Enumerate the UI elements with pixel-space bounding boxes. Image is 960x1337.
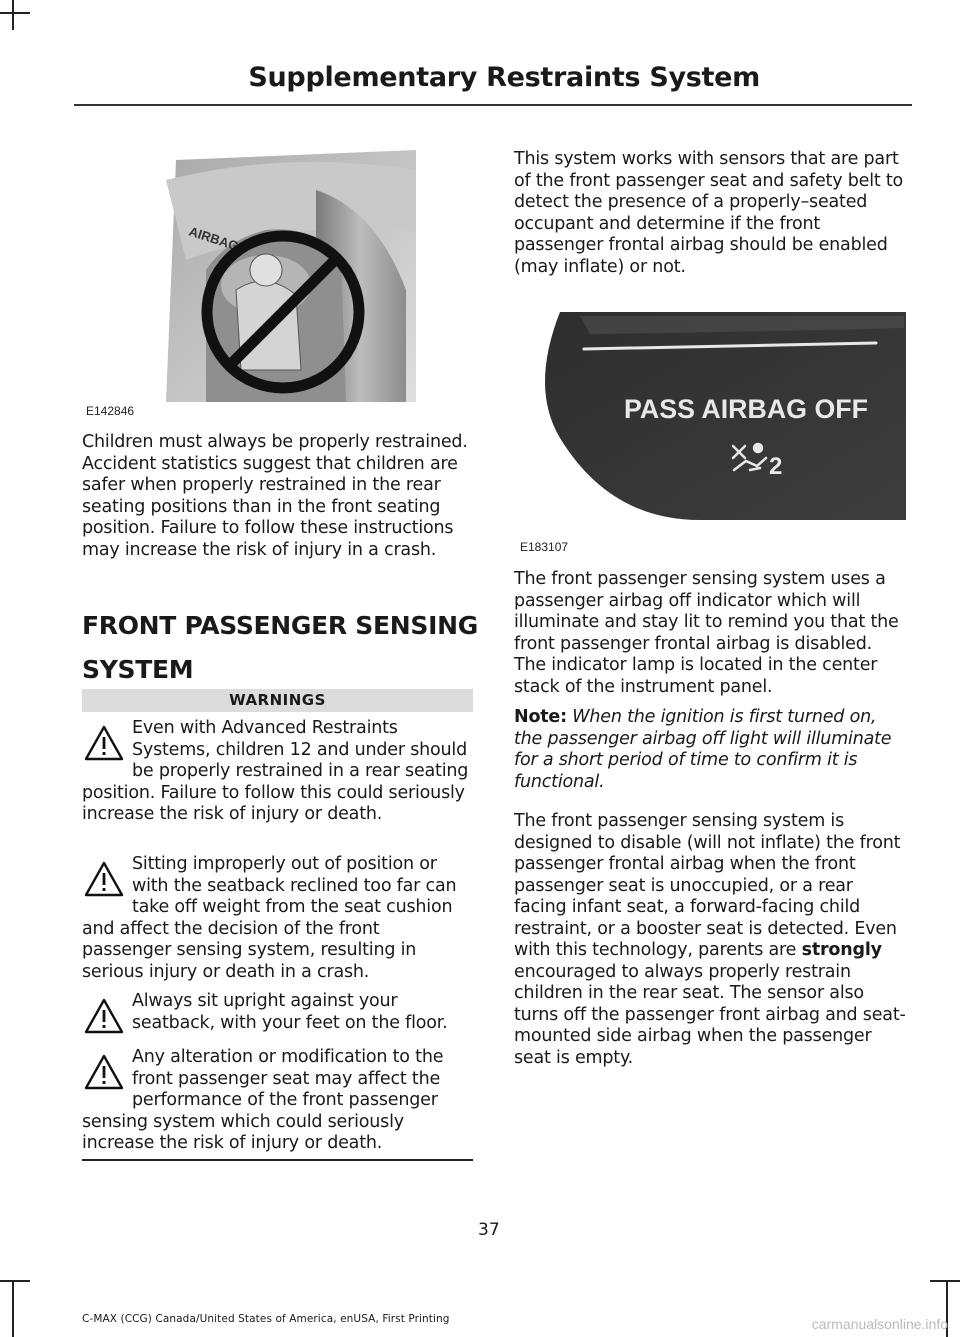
- system-description-paragraph: This system works with sensors that are part of the front passenger seat and safety belt to detect the presence of a properly–seated occupant and determine if the front passenger frontal airbag should be enabled (may inflate) or not.: [514, 149, 904, 277]
- warning-triangle-icon: [82, 1051, 132, 1093]
- warning-text: Any alteration or modification to the front passenger seat may affect the performance of the front passenger sensing system which could seriously increase the risk of injury or death.: [82, 1047, 444, 1153]
- sensing-text-end: encouraged to always properly restrain children in the rear seat. The sensor also turns off the passenger front airbag and seat-mounted side airbag when the passenger seat is empty.: [514, 961, 906, 1068]
- crop-mark: [0, 12, 30, 14]
- warning-triangle-icon: [82, 722, 132, 764]
- intro-paragraph: Children must always be properly restrained. Accident statistics suggest that children are safer when properly restrained in the rear seating positions than in the front seating position. Failure to follow these instructions may increase the risk of injury in a crash.: [82, 432, 468, 560]
- note-text: When the ignition is first turned on, the passenger airbag off light will illuminate for a short period of time to confirm it is functional.: [514, 707, 892, 792]
- warning-text: Always sit upright against your seatback, with your feet on the floor.: [132, 991, 448, 1033]
- emphasis-strongly: strongly: [801, 940, 882, 960]
- warning-triangle-icon: [82, 995, 132, 1037]
- crop-mark: [12, 0, 14, 30]
- watermark: carmanualsonline.info: [811, 1316, 948, 1332]
- footer-text: C-MAX (CCG) Canada/United States of America, enUSA, First Printing: [82, 1313, 450, 1325]
- warning-triangle-icon: [82, 858, 132, 900]
- section-heading: [82, 610, 482, 686]
- page-title: Supplementary Restraints System: [248, 62, 760, 93]
- sensing-system-paragraph: [514, 811, 908, 1069]
- indicator-figure: [520, 308, 906, 520]
- indicator-display-text: PASS AIRBAG OFF: [624, 394, 868, 424]
- header-divider: [74, 104, 912, 106]
- airbag-label: AIRBAG: [187, 223, 241, 254]
- warning-item: [82, 718, 474, 826]
- warning-text: Sitting improperly out of position or with the seatback reclined too far can take off weight from the seat cushion and affect the decision of the front passenger sensing system, resulting in serious injury or death in a crash.: [82, 854, 457, 982]
- warnings-title: WARNINGS: [82, 689, 473, 712]
- crop-mark: [12, 1280, 14, 1337]
- warning-item: [82, 991, 474, 1037]
- passenger-airbag-off-indicator-illustration: [520, 308, 906, 520]
- child-seat-figure: [166, 150, 416, 402]
- child-seat-no-sign-illustration: [166, 150, 416, 402]
- section-heading-line: FRONT PASSENGER SENSING: [82, 611, 478, 640]
- note-paragraph: [514, 707, 908, 793]
- note-label: Note:: [514, 707, 567, 727]
- crop-mark: [930, 1280, 960, 1282]
- page-number: 37: [478, 1220, 500, 1240]
- figure-code: E183107: [520, 540, 569, 554]
- figure-code: E142846: [86, 404, 135, 418]
- warning-text: Even with Advanced Restraints Systems, children 12 and under should be properly restrained in a rear seating position. Failure to follow this could seriously increase the risk of injury or death.: [82, 718, 469, 824]
- sensing-text-start: The front passenger sensing system is designed to disable (will not inflate) the front passenger frontal airbag when the front passenger seat is unoccupied, or a rear facing infant seat, a forward-facing child restraint, or a booster seat is detected. Even with this technology, parents are: [514, 811, 901, 960]
- section-heading-line: SYSTEM: [82, 655, 194, 684]
- indicator-description-paragraph: The front passenger sensing system uses a passenger airbag off indicator which will illuminate and stay lit to remind you that the front passenger frontal airbag is disabled. The indicator lamp is located in the center stack of the instrument panel.: [514, 569, 899, 697]
- warnings-bottom-divider: [82, 1159, 473, 1161]
- crop-mark: [0, 1280, 30, 1282]
- warning-item: [82, 854, 474, 983]
- warning-item: [82, 1047, 474, 1155]
- indicator-icon-label: 2: [769, 453, 783, 480]
